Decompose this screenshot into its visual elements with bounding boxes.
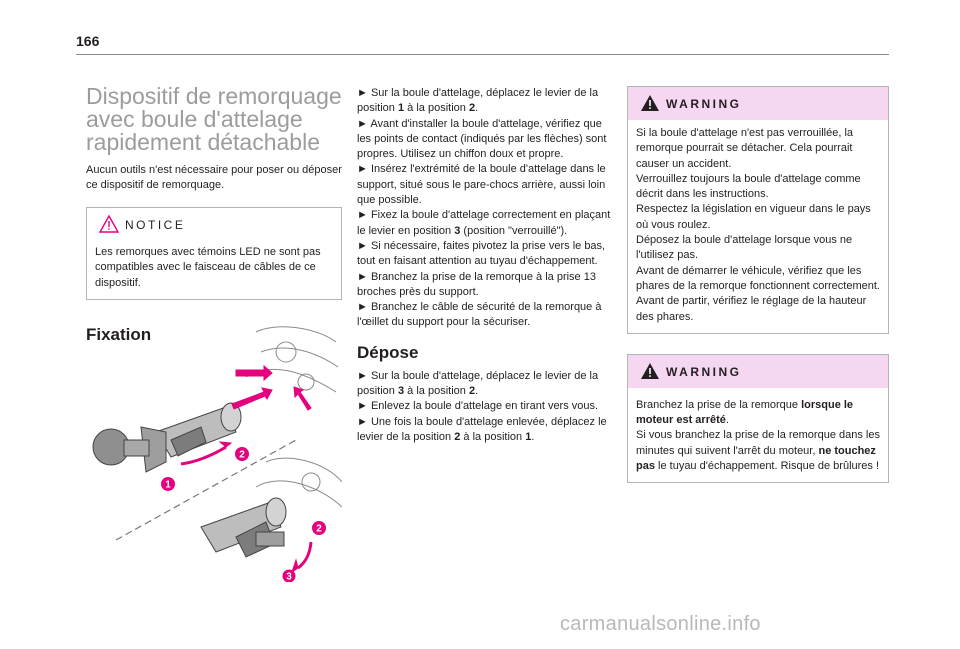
illustration-label-3: 3 — [286, 571, 292, 582]
notice-text: Les remorques avec témoins LED ne sont pas compatibles avec le faisceau de câbles de ce dispositif. — [95, 246, 321, 289]
notice-header — [87, 208, 341, 241]
warning-triangle-icon — [640, 362, 660, 380]
fixation-step: ► Sur la boule d'attelage, déplacez le levier de la position 1 à la position 2. — [357, 87, 599, 115]
column-left — [86, 85, 342, 345]
depose-step: ► Enlevez la boule d'attelage en tirant vers vous. — [357, 400, 599, 413]
warning-box-1 — [627, 86, 889, 334]
depose-step: ► Sur la boule d'attelage, déplacez le levier de la position 3 à la position 2. — [357, 369, 599, 398]
warning1-line: Si la boule d'attelage n'est pas verrouillée, la remorque pourrait se détacher. Cela pourrait causer un accident. — [636, 127, 854, 170]
fixation-step: ► Branchez la prise de la remorque à la prise 13 broches près du support. — [357, 270, 596, 298]
depose-step: ► Une fois la boule d'attelage enlevée, déplacez le levier de la position 2 à la position 1. — [357, 415, 607, 443]
warning1-line: Respectez la législation en vigueur dans le pays où vous roulez. — [636, 203, 871, 231]
page-number: 166 — [76, 33, 100, 49]
warning1-line: Avant de partir, vérifiez le réglage de la hauteur des phares. — [636, 295, 867, 323]
warning-triangle-icon — [99, 215, 119, 233]
warning-text-2 — [628, 388, 888, 482]
depose-heading: Dépose — [357, 342, 419, 362]
depose-steps — [357, 369, 615, 445]
illustration-label-1: 1 — [165, 479, 171, 491]
header-divider — [76, 54, 889, 55]
warning1-line: Verrouillez toujours la boule d'attelage comme décrit dans les instructions. — [636, 172, 861, 201]
warning-label-1: WARNING — [666, 97, 742, 111]
column-middle — [357, 86, 615, 445]
section-title: Dispositif de remorquage avec boule d'attelage rapidement détachable — [86, 83, 342, 155]
fixation-step: ► Fixez la boule d'attelage correctement en plaçant le levier en position 3 (position "verrouillé"). — [357, 209, 611, 237]
warning-triangle-icon — [640, 94, 660, 112]
fixation-heading: Fixation — [86, 324, 152, 344]
notice-box — [86, 207, 342, 300]
warning2-paragraph: Si vous branchez la prise de la remorque dans les minutes qui suivent l'arrêt du moteur, ne touchez pas le tuyau d'échappement. Risque de brûlures ! — [636, 429, 880, 473]
notice-label: NOTICE — [125, 218, 186, 232]
illustration-label-2a: 2 — [239, 449, 245, 461]
warning-text-1 — [628, 120, 888, 333]
fixation-step: ► Insérez l'extrémité de la boule d'attelage dans le support, situé sous le pare-chocs arrière, aussi loin que possible. — [357, 163, 606, 207]
illustration-label-2b: 2 — [316, 523, 322, 535]
watermark: carmanualsonline.info — [560, 613, 761, 635]
intro-text: Aucun outils n'est nécessaire pour poser ou déposer ce dispositif de remorquage. — [86, 164, 342, 191]
fixation-step: ► Avant d'installer la boule d'attelage, vérifiez que les points de contact (indiqués par les flèches) sont propres. Utilisez un chiffon doux et propre. — [357, 117, 607, 161]
warning2-paragraph: Branchez la prise de la remorque lorsque le moteur est arrêté. — [636, 398, 854, 427]
column-right — [627, 86, 889, 483]
fixation-steps — [357, 86, 615, 331]
tow-ball-illustration — [86, 322, 342, 582]
fixation-step: ► Branchez le câble de sécurité de la remorque à l'œillet du support pour la sécuriser. — [357, 301, 602, 329]
warning1-line: Avant de démarrer le véhicule, vérifiez que les phares de la remorque fonctionnent correctement. — [636, 264, 880, 292]
warning-box-2 — [627, 354, 889, 483]
warning-label-2: WARNING — [666, 364, 742, 379]
fixation-step: ► Si nécessaire, faites pivotez la prise vers le bas, tout en faisant attention au tuyau d'échappement. — [357, 239, 606, 268]
warning1-line: Déposez la boule d'attelage lorsque vous ne l'utilisez pas. — [636, 234, 853, 262]
warning-header-2 — [628, 355, 888, 388]
warning-header-1 — [628, 87, 888, 120]
